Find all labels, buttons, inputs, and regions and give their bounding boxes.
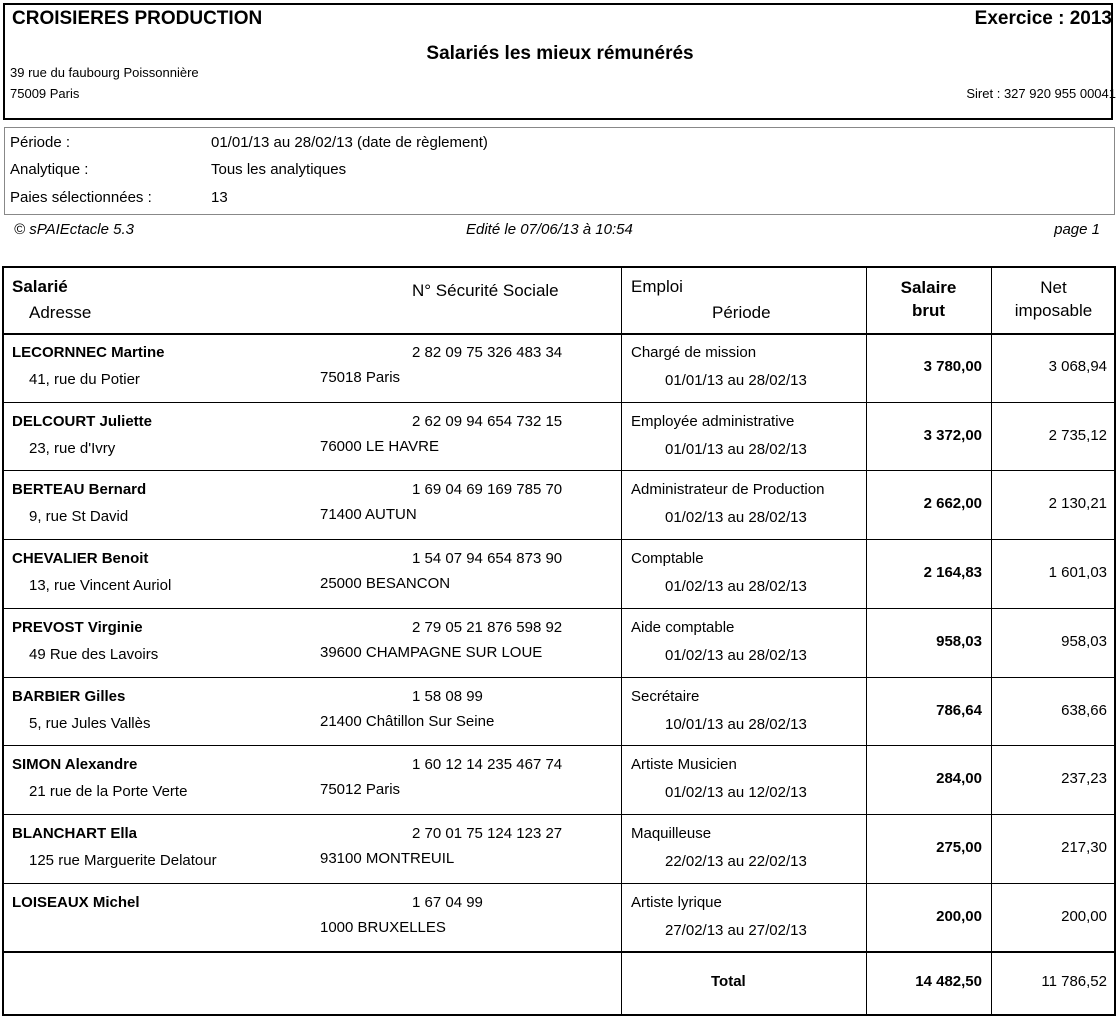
edit-date: Edité le 07/06/13 à 10:54 [466,221,633,238]
employee-city: 75012 Paris [320,781,401,799]
employee-street: 41, rue du Potier [29,371,140,388]
employee-city: 71400 AUTUN [320,506,417,524]
employee-period: 01/02/13 au 28/02/13 [665,578,807,596]
row-divider [4,883,1114,884]
employee-period: 01/02/13 au 12/02/13 [665,784,807,802]
employee-street: 21 rue de la Porte Verte [29,783,188,801]
salary-gross: 2 164,83 [923,564,982,582]
employee-job: Artiste lyrique [631,893,722,911]
company-name: CROISIERES PRODUCTION [12,8,263,29]
salary-gross: 3 372,00 [923,426,982,444]
column-header-net-2: imposable [1014,301,1093,320]
salary-gross: 275,00 [936,838,982,856]
row-divider [4,814,1114,815]
employee-street: 13, rue Vincent Auriol [29,577,172,595]
salary-net-taxable: 3 068,94 [1048,358,1107,375]
employee-street: 23, rue d'Ivry [29,439,116,457]
employee-period: 27/02/13 au 27/02/13 [665,921,807,939]
employee-city: 21400 Châtillon Sur Seine [320,712,495,730]
employee-job: Maquilleuse [631,824,712,842]
salary-net-taxable: 200,00 [1061,907,1107,925]
social-security-number: 1 69 04 69 169 785 70 [412,481,563,499]
analytique-value: Tous les analytiques [211,161,347,178]
column-header-secu: N° Sécurité Sociale [412,281,559,300]
employee-city: 25000 BESANCON [320,575,451,593]
total-brut: 14 482,50 [915,973,982,990]
salary-net-taxable: 237,23 [1061,770,1107,788]
employee-period: 01/02/13 au 28/02/13 [665,646,807,664]
column-header-brut-2: brut [911,301,946,320]
column-header-salarie: Salarié [12,277,68,296]
fiscal-year: Exercice : 2013 [974,8,1112,29]
social-security-number: 1 58 08 99 [412,687,483,705]
employee-name: BLANCHART Ella [12,824,138,842]
column-header-emploi: Emploi [631,277,683,296]
salary-net-taxable: 958,03 [1061,632,1107,650]
salary-gross: 958,03 [936,632,982,650]
employee-street: 49 Rue des Lavoirs [29,645,159,663]
salary-net-taxable: 2 130,21 [1048,495,1107,513]
salary-gross: 284,00 [936,770,982,788]
employee-street: 5, rue Jules Vallès [29,714,151,732]
employee-city: 39600 CHAMPAGNE SUR LOUE [320,643,543,661]
employee-period: 01/02/13 au 28/02/13 [665,509,807,527]
row-divider [4,470,1114,471]
report-title: Salariés les mieux rémunérés [426,43,694,64]
employee-name: BERTEAU Bernard [12,481,147,499]
paies-label: Paies sélectionnées : [10,189,152,206]
employee-street: 125 rue Marguerite Delatour [29,851,217,869]
employee-period: 22/02/13 au 22/02/13 [665,852,807,870]
total-label: Total [711,973,746,990]
social-security-number: 2 82 09 75 326 483 34 [412,344,563,361]
salary-gross: 2 662,00 [923,495,982,513]
employee-job: Secrétaire [631,687,700,705]
employee-city: 93100 MONTREUIL [320,849,455,867]
employee-period: 01/01/13 au 28/02/13 [665,372,807,389]
employee-period: 10/01/13 au 28/02/13 [665,715,807,733]
company-address-city: 75009 Paris [10,86,80,101]
company-siret: Siret : 327 920 955 00041 [966,86,1116,101]
social-security-number: 2 62 09 94 654 732 15 [412,412,563,430]
employee-city: 76000 LE HAVRE [320,437,439,455]
salary-gross: 786,64 [936,701,982,719]
employee-city: 75018 Paris [320,369,401,386]
employee-name: LOISEAUX Michel [12,893,140,911]
row-divider [4,608,1114,609]
salary-net-taxable: 638,66 [1061,701,1107,719]
employee-job: Employée administrative [631,412,795,430]
report-parameters [4,127,1115,215]
row-divider [4,745,1114,746]
employee-job: Aide comptable [631,618,735,636]
employee-city: 1000 BRUXELLES [320,918,446,936]
row-divider [4,539,1114,540]
employee-name: LECORNNEC Martine [12,344,165,361]
analytique-label: Analytique : [10,161,89,178]
employee-street: 9, rue St David [29,508,129,526]
periode-label: Période : [10,134,71,151]
salary-net-taxable: 1 601,03 [1048,564,1107,582]
employee-job: Chargé de mission [631,344,757,361]
paies-value: 13 [211,189,228,206]
employee-name: DELCOURT Juliette [12,412,153,430]
row-divider [4,402,1114,403]
social-security-number: 2 79 05 21 876 598 92 [412,618,563,636]
employee-name: SIMON Alexandre [12,756,138,774]
social-security-number: 1 54 07 94 654 873 90 [412,550,563,568]
periode-value: 01/01/13 au 28/02/13 (date de règlement) [211,134,488,151]
employee-name: PREVOST Virginie [12,618,143,636]
employee-job: Comptable [631,550,704,568]
salary-net-taxable: 217,30 [1061,838,1107,856]
column-header-adresse: Adresse [29,303,92,322]
page-number: page 1 [1054,221,1100,238]
employee-job: Administrateur de Production [631,481,825,499]
total-net: 11 786,52 [1041,973,1107,990]
salary-gross: 3 780,00 [923,358,982,375]
social-security-number: 2 70 01 75 124 123 27 [412,824,563,842]
company-address-street: 39 rue du faubourg Poissonnière [10,65,199,80]
employee-job: Artiste Musicien [631,756,737,774]
salary-net-taxable: 2 735,12 [1048,426,1107,444]
software-version: © sPAIEctacle 5.3 [14,221,134,238]
employee-period: 01/01/13 au 28/02/13 [665,440,807,458]
column-header-brut-1: Salaire [900,278,957,297]
social-security-number: 1 67 04 99 [412,893,483,911]
column-header-periode: Période [712,303,771,322]
column-header-net-1: Net [1040,278,1067,297]
employee-name: CHEVALIER Benoit [12,550,149,568]
salary-gross: 200,00 [936,907,982,925]
social-security-number: 1 60 12 14 235 467 74 [412,756,563,774]
employee-name: BARBIER Gilles [12,687,126,705]
row-divider [4,677,1114,678]
